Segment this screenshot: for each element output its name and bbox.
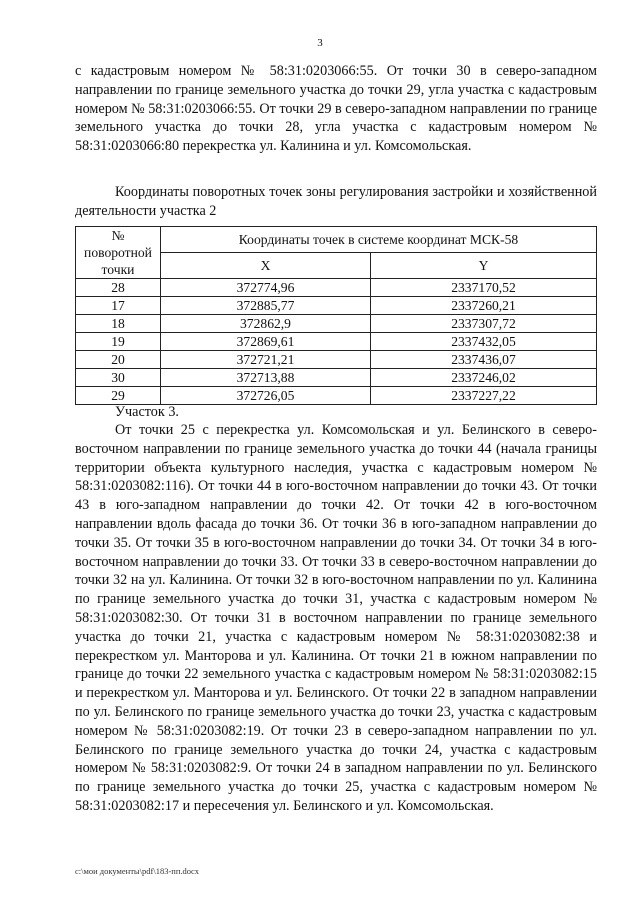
cell-x: 372869,61 xyxy=(161,333,371,351)
section-heading: Участок 3. xyxy=(115,404,179,420)
header-x: X xyxy=(161,253,371,279)
header-point-number: № поворотной точки xyxy=(76,227,161,279)
coordinates-table xyxy=(75,226,597,405)
table-row xyxy=(76,279,597,297)
header-coordinates: Координаты точек в системе координат МСК-58 xyxy=(161,227,597,253)
table-row xyxy=(76,369,597,387)
cell-y: 2337432,05 xyxy=(371,333,597,351)
cell-y: 2337260,21 xyxy=(371,297,597,315)
page-number: 3 xyxy=(317,37,323,49)
table-row xyxy=(76,297,597,315)
cell-point: 20 xyxy=(76,351,161,369)
table-row xyxy=(76,333,597,351)
cell-point: 28 xyxy=(76,279,161,297)
cell-point: 17 xyxy=(76,297,161,315)
table-row xyxy=(76,387,597,405)
footer-file-path: c:\мои документы\pdf\183-пп.docx xyxy=(75,866,200,876)
cell-x: 372713,88 xyxy=(161,369,371,387)
cell-point: 30 xyxy=(76,369,161,387)
paragraph-3: От точки 25 с перекрестка ул. Комсомольская и ул. Белинского в северо-восточном направлении по границе земельного участка до точки 44 (начала границы территории объекта культурного наследия, участка с кадастровым номером № 58:31:0203082:116). От точки 44 в юго-восточном направлении до точки 43. От точки 43 в юго-западном направлении до точки 42. От точки 42 в юго-восточном направлении вдоль фасада до точки 36. От точки 36 в юго-западном направлении до точки 35. От точки 35 в юго-восточном направлении до точки 34. От точки 34 в юго-восточном направлении до точки 33. От точки 33 в северо-восточном направлении до точки 32 на ул. Калинина. От точки 32 в юго-восточном направлении по ул. Калинина по границе земельного участка до точки 31, участка с кадастровым номером № 58:31:0203082:30. От точки 31 в восточном направлении по границе земельного участка до точки 21, участка с кадастровым номером № 58:31:0203082:38 и перекрестком ул. Манторова и ул. Калинина. От точки 21 в южном направлении по границе до точки 22 земельного участка с кадастровым номером № 58:31:0203082:15 и перекрестком ул. Манторова и ул. Белинского. От точки 22 в западном направлении по ул. Белинского по границе земельного участка до точки 23, участка с кадастровым номером № 58:31:0203082:19. От точки 23 в северо-западном направлении по ул. Белинского по границе земельного участка до точки 24, участка с кадастровым номером № 58:31:0203082:9. От точки 24 в западном направлении по ул. Белинского по границе земельного участка до точки 25, участка с кадастровым номером № 58:31:0203082:17 и пересечения ул. Белинского и ул. Комсомольская. xyxy=(75,422,597,814)
cell-y: 2337246,02 xyxy=(371,369,597,387)
paragraph-1: с кадастровым номером № 58:31:0203066:55. От точки 30 в северо-западном направлении по границе земельного участка до точки 29, угла участка с кадастровым номером № 58:31:0203066:55. От точки 29 в северо-западном направлении по границе земельного участка до точки 28, угла участка с кадастровым номером № 58:31:0203066:80 перекрестка ул. Калинина и ул. Комсомольская. xyxy=(75,63,598,155)
cell-y: 2337307,72 xyxy=(371,315,597,333)
cell-y: 2337170,52 xyxy=(371,279,597,297)
table-row xyxy=(76,315,597,333)
cell-point: 19 xyxy=(76,333,161,351)
cell-point: 18 xyxy=(76,315,161,333)
header-y: Y xyxy=(371,253,597,279)
cell-x: 372726,05 xyxy=(161,387,371,405)
cell-x: 372721,21 xyxy=(161,351,371,369)
cell-x: 372885,77 xyxy=(161,297,371,315)
cell-x: 372774,96 xyxy=(161,279,371,297)
table-caption: Координаты поворотных точек зоны регулирования застройки и хозяйственной деятельности участка 2 xyxy=(75,184,597,219)
cell-x: 372862,9 xyxy=(161,315,371,333)
table-row xyxy=(76,351,597,369)
cell-point: 29 xyxy=(76,387,161,405)
cell-y: 2337436,07 xyxy=(371,351,597,369)
cell-y: 2337227,22 xyxy=(371,387,597,405)
table-header-row xyxy=(76,227,597,253)
